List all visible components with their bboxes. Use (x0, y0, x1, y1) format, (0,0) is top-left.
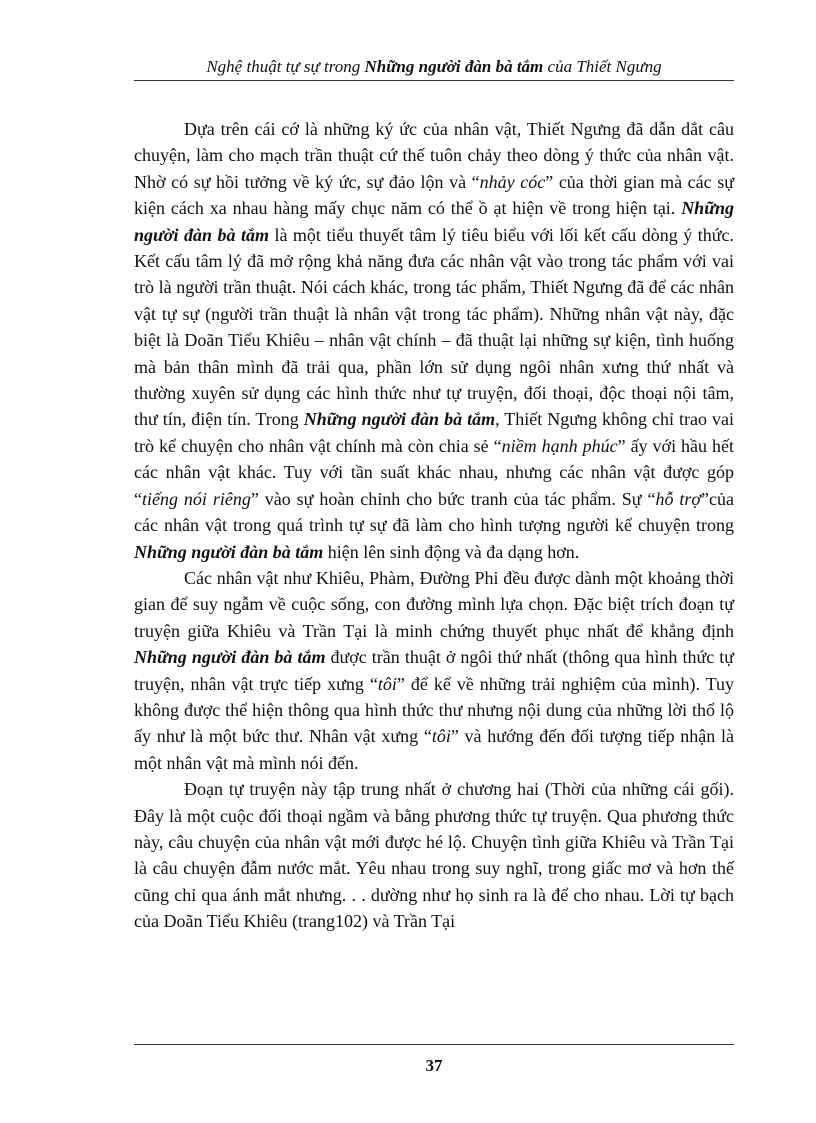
paragraph-3 (134, 776, 734, 934)
text-run: , Thiết Ngưng không chỉ trao vai trò kể chuyện cho nhân vật chính mà còn chia sẻ “ (134, 409, 734, 456)
text-run: là một tiểu thuyết tâm lý tiêu biểu với lối kết cấu dòng ý thức. Kết cấu tâm lý đã mở rộng khả năng đưa các nhân vật vào trong tác phẩm với vai trò là người trần thuật. Nói cách khác, trong tác phẩm, Thiết Ngưng đã để các nhân vật tự sự (người trần thuật là nhân vật trong tác phẩm). Những nhân vật này, đặc biệt là Doãn Tiểu Khiêu – nhân vật chính – đã thuật lại những sự kiện, tình huống mà bản thân mình đã trải qua, phần lớn sử dụng ngôi nhân xưng thứ nhất và thường xuyên sử dụng các hình thức như tự truyện, đối thoại, độc thoại nội tâm, thư tín, điện tín. Trong (134, 224, 735, 430)
work-title-emphasis: Những người đàn bà tắm (134, 541, 324, 562)
text-run: ” vào sự hoàn chỉnh cho bức tranh của tác phẩm. Sự “ (250, 488, 656, 509)
footer-rule (134, 1044, 734, 1045)
work-title-emphasis: Những người đàn bà tắm (134, 198, 734, 245)
body-text (134, 116, 734, 935)
italic-term: nhảy cóc (479, 171, 546, 192)
text-run: ” để kể về những trải nghiệm của mình). Tuy không được thể hiện thông qua hình thức thư nhưng nội dung của những lời thổ lộ ấy như là một bức thư. Nhân vật xưng “ (134, 673, 734, 747)
text-run: ” và hướng đến đối tượng tiếp nhận là một nhân vật mà mình nói đến. (134, 726, 734, 773)
header-suffix: của Thiết Ngưng (543, 57, 662, 76)
text-run: ” của thời gian mà các sự kiện cách xa nhau hàng mấy chục năm có thể ồ ạt hiện về trong hiện tại. (134, 171, 735, 219)
text-run: ” ấy với hầu hết các nhân vật khác. Tuy với tần suất khác nhau, nhưng các nhân vật được góp “ (134, 435, 735, 509)
text-run: hiện lên sinh động và đa dạng hơn. (323, 541, 580, 562)
italic-term: niềm hạnh phúc (501, 435, 618, 456)
text-run: Dựa trên cái cớ là những ký ức của nhân vật, Thiết Ngưng đã dẫn dắt câu chuyện, làm cho mạch trần thuật cứ thế tuôn chảy theo dòng ý thức của nhân vật. Nhờ có sự hồi tưởng về ký ức, sự đảo lộn và “ (134, 119, 734, 192)
work-title-emphasis: Những người đàn bà tắm (134, 647, 326, 668)
header-rule (134, 80, 734, 81)
italic-term: tôi (377, 673, 397, 694)
paragraph-2 (134, 565, 734, 776)
header-prefix: Nghệ thuật tự sự trong (206, 57, 365, 76)
running-header (134, 56, 734, 78)
italic-term: tôi (431, 726, 451, 747)
text-run: ”của các nhân vật trong quá trình tự sự đã làm cho hình tượng người kể chuyện trong (134, 488, 734, 536)
text-run: Đoạn tự truyện này tập trung nhất ở chương hai (Thời của những cái gối). Đây là một cuộc đối thoại ngầm và bằng phương thức tự truyện. Qua phương thức này, câu chuyện của nhân vật mới được hé lộ. Chuyện tình giữa Khiêu và Trần Tại là câu chuyện đẫm nước mắt. Yêu nhau trong suy nghĩ, trong giấc mơ và hơn thế cũng chỉ qua ánh mắt nhưng. . . dường như họ sinh ra là để cho nhau. Lời tự bạch của Doãn Tiểu Khiêu (trang102) và Trần Tại (134, 779, 734, 932)
paragraph-1 (134, 116, 734, 565)
page-number: 37 (425, 1056, 443, 1075)
text-run: Các nhân vật như Khiêu, Phàm, Đường Phi đều được dành một khoảng thời gian để suy ngẫm về cuộc sống, con đường mình lựa chọn. Đặc biệt trích đoạn tự truyện giữa Khiêu và Trần Tại là minh chứng thuyết phục nhất để khẳng định (134, 567, 734, 641)
text-run: được trần thuật ở ngôi thứ nhất (thông qua hình thức tự truyện, nhân vật trực tiếp xưng “ (134, 647, 734, 694)
header-work-title: Những người đàn bà tắm (364, 57, 544, 76)
work-title-emphasis: Những người đàn bà tắm (303, 409, 496, 430)
italic-term: tiếng nói riêng (142, 488, 251, 509)
italic-term: hỗ trợ (655, 488, 702, 509)
